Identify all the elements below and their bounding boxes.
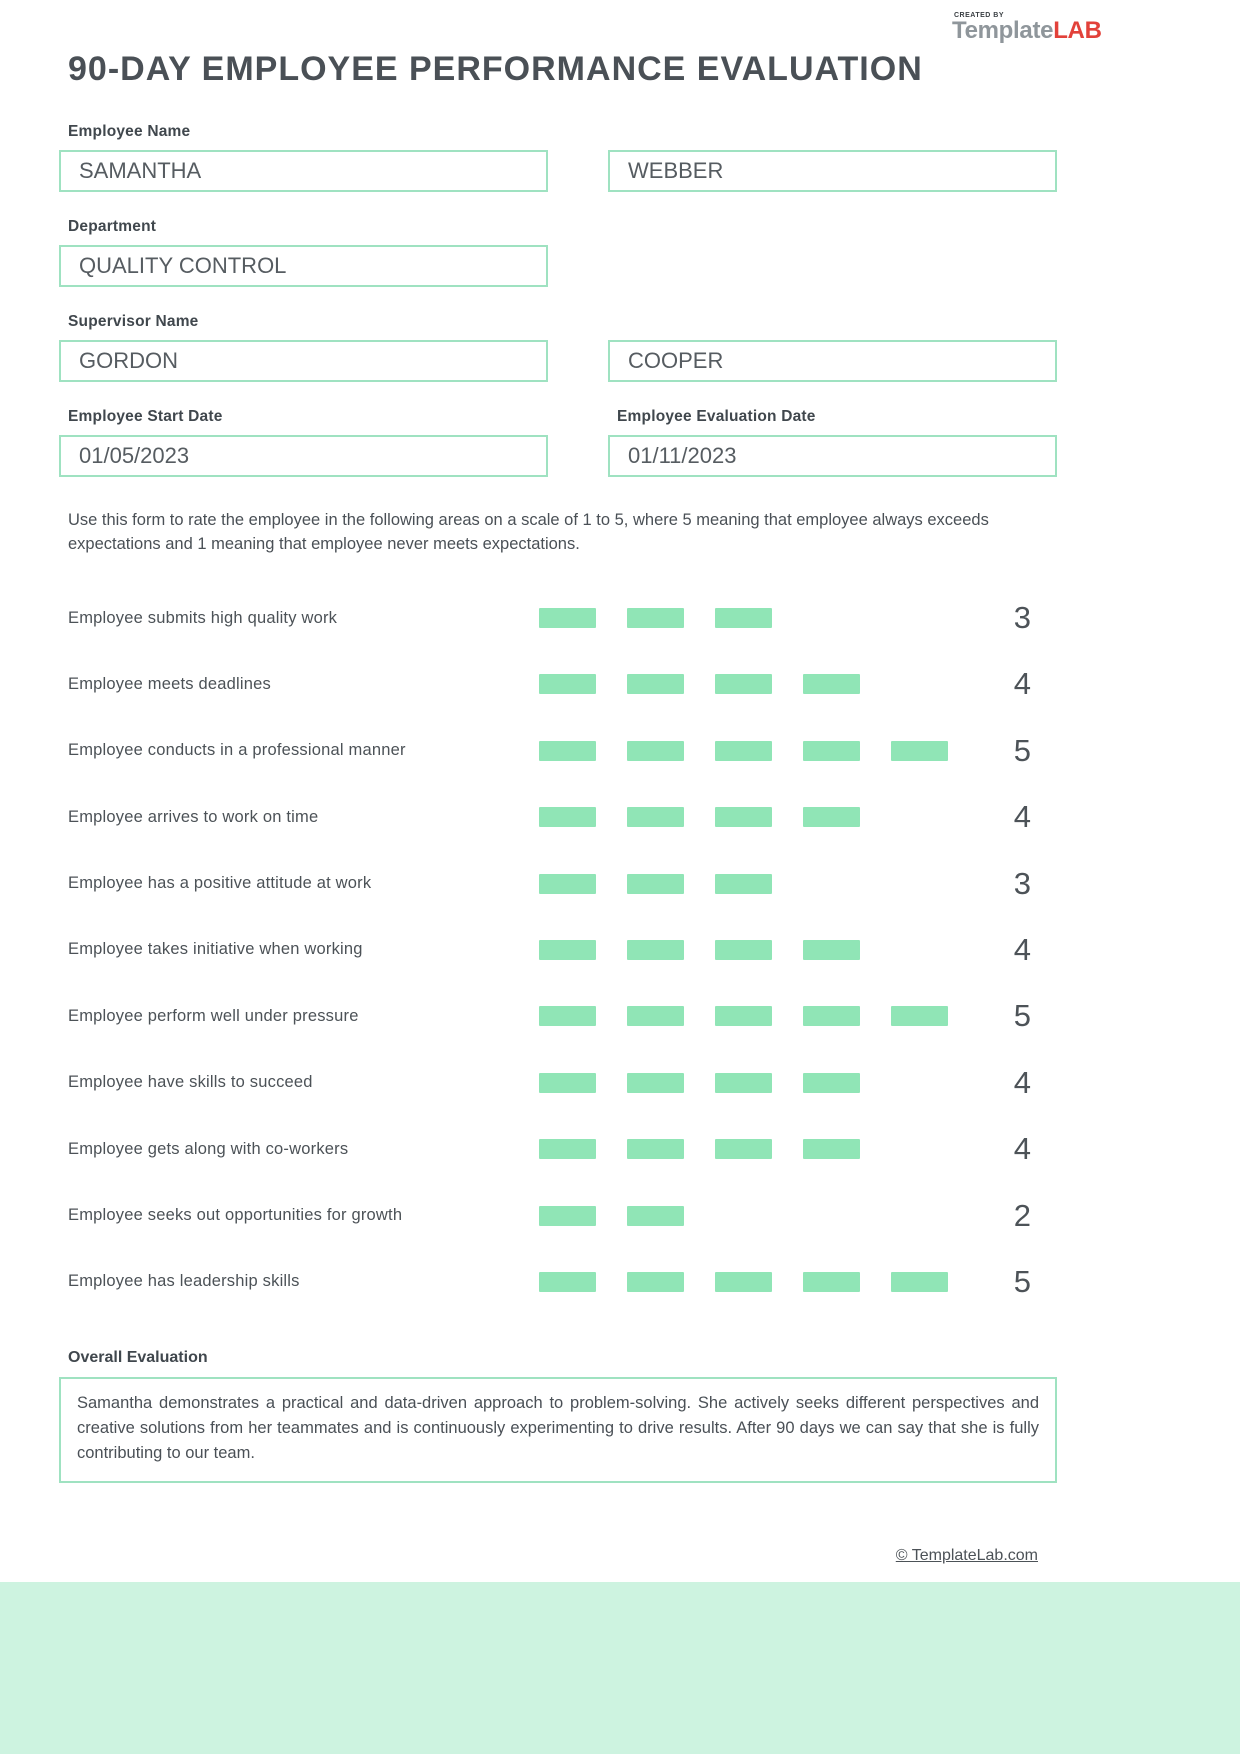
rating-label: Employee has leadership skills [68, 1272, 300, 1291]
employee-first-name-field[interactable]: SAMANTHA [59, 150, 548, 192]
rating-score: 4 [1013, 931, 1031, 967]
rating-bar [539, 1073, 972, 1093]
rating-segment [539, 608, 596, 628]
start-date-label: Employee Start Date [68, 408, 223, 425]
rating-segment [803, 1272, 860, 1292]
ratings-list [59, 585, 1057, 1315]
rating-segment [627, 1006, 684, 1026]
rating-label: Employee conducts in a professional manner [68, 741, 406, 760]
rating-bar [539, 1272, 972, 1292]
rating-row [59, 585, 1057, 651]
copyright-link[interactable]: © TemplateLab.com [895, 1547, 1038, 1564]
employee-name-row [59, 150, 1057, 192]
rating-segment [803, 741, 860, 761]
rating-segment [539, 1073, 596, 1093]
rating-segment [803, 807, 860, 827]
rating-label: Employee perform well under pressure [68, 1006, 359, 1025]
overall-evaluation-label: Overall Evaluation [68, 1349, 208, 1367]
rating-segment [803, 674, 860, 694]
supervisor-last-name-field[interactable]: COOPER [608, 340, 1057, 382]
rating-score: 4 [1013, 1131, 1031, 1167]
employee-last-name-field[interactable]: WEBBER [608, 150, 1057, 192]
rating-segment [715, 940, 772, 960]
instructions-text: Use this form to rate the employee in the following areas on a scale of 1 to 5, where 5 meaning that employee always exceeds expectations and 1 meaning that employee never meets expectations. [68, 511, 989, 553]
rating-segment [627, 874, 684, 894]
rating-score: 4 [1013, 666, 1031, 702]
department-label: Department [68, 218, 157, 235]
rating-segment [539, 940, 596, 960]
rating-row [59, 1182, 1057, 1248]
rating-row [59, 784, 1057, 850]
rating-label: Employee submits high quality work [68, 608, 338, 627]
rating-segment [803, 1073, 860, 1093]
rating-score: 3 [1013, 865, 1031, 901]
employee-name-label: Employee Name [68, 123, 191, 140]
rating-segment [539, 1272, 596, 1292]
rating-row [59, 1249, 1057, 1315]
created-by-text: CREATED BY [954, 12, 1004, 19]
evaluation-date-label: Employee Evaluation Date [617, 408, 816, 425]
brand-name-template: Template [952, 17, 1054, 44]
rating-row [59, 917, 1057, 983]
rating-score: 5 [1013, 1263, 1031, 1299]
start-date-field[interactable]: 01/05/2023 [59, 435, 548, 477]
rating-label: Employee have skills to succeed [68, 1073, 313, 1092]
overall-evaluation-field[interactable]: Samantha demonstrates a practical and data-driven approach to problem-solving. She actively seeks different perspectives and creative solutions from her teammates and is continuously experimenting to drive results. After 90 days we can say that she is fully contributing to our team. [59, 1377, 1057, 1483]
rating-segment [627, 674, 684, 694]
rating-segment [715, 741, 772, 761]
rating-row [59, 651, 1057, 717]
rating-score: 4 [1013, 799, 1031, 835]
rating-row [59, 983, 1057, 1049]
rating-score: 5 [1013, 998, 1031, 1034]
rating-segment [627, 1073, 684, 1093]
rating-segment [715, 608, 772, 628]
rating-bar [539, 874, 972, 894]
rating-bar [539, 1006, 972, 1026]
department-field[interactable]: QUALITY CONTROL [59, 245, 548, 287]
rating-label: Employee arrives to work on time [68, 807, 319, 826]
rating-score: 4 [1013, 1064, 1031, 1100]
rating-segment [627, 807, 684, 827]
supervisor-name-label: Supervisor Name [68, 313, 199, 330]
rating-segment [627, 1206, 684, 1226]
rating-segment [715, 1139, 772, 1159]
dates-row [59, 435, 1057, 477]
page-title: 90-DAY EMPLOYEE PERFORMANCE EVALUATION [68, 50, 923, 88]
rating-bar [539, 1139, 972, 1159]
rating-bar [539, 807, 972, 827]
rating-segment [627, 1272, 684, 1292]
rating-label: Employee gets along with co-workers [68, 1139, 349, 1158]
rating-segment [715, 807, 772, 827]
rating-segment [715, 1272, 772, 1292]
rating-segment [539, 807, 596, 827]
brand-name-lab: LAB [1053, 17, 1102, 44]
rating-segment [627, 608, 684, 628]
rating-row [59, 850, 1057, 916]
rating-segment [891, 741, 948, 761]
form-content [59, 0, 1057, 1483]
rating-bar [539, 940, 972, 960]
rating-segment [803, 1139, 860, 1159]
rating-segment [539, 1006, 596, 1026]
rating-segment [715, 674, 772, 694]
rating-segment [627, 1139, 684, 1159]
rating-score: 5 [1013, 732, 1031, 768]
rating-segment [627, 940, 684, 960]
rating-segment [627, 741, 684, 761]
supervisor-first-name-field[interactable]: GORDON [59, 340, 548, 382]
rating-bar [539, 608, 972, 628]
rating-bar [539, 741, 972, 761]
rating-segment [539, 1206, 596, 1226]
rating-segment [539, 741, 596, 761]
date-labels-row [59, 382, 1057, 435]
rating-bar [539, 674, 972, 694]
rating-segment [539, 1139, 596, 1159]
supervisor-name-row [59, 340, 1057, 382]
rating-segment [891, 1006, 948, 1026]
rating-label: Employee takes initiative when working [68, 940, 363, 959]
rating-label: Employee meets deadlines [68, 674, 271, 693]
rating-segment [803, 1006, 860, 1026]
rating-score: 3 [1013, 600, 1031, 636]
evaluation-date-field[interactable]: 01/11/2023 [608, 435, 1057, 477]
rating-segment [803, 940, 860, 960]
rating-score: 2 [1013, 1197, 1031, 1233]
rating-bar [539, 1206, 972, 1226]
rating-segment [715, 874, 772, 894]
rating-row [59, 718, 1057, 784]
rating-row [59, 1116, 1057, 1182]
rating-label: Employee has a positive attitude at work [68, 874, 372, 893]
rating-segment [715, 1006, 772, 1026]
rating-segment [715, 1073, 772, 1093]
footer-band [0, 1582, 1240, 1754]
rating-segment [891, 1272, 948, 1292]
rating-label: Employee seeks out opportunities for growth [68, 1206, 403, 1225]
rating-segment [539, 874, 596, 894]
rating-row [59, 1050, 1057, 1116]
rating-segment [539, 674, 596, 694]
